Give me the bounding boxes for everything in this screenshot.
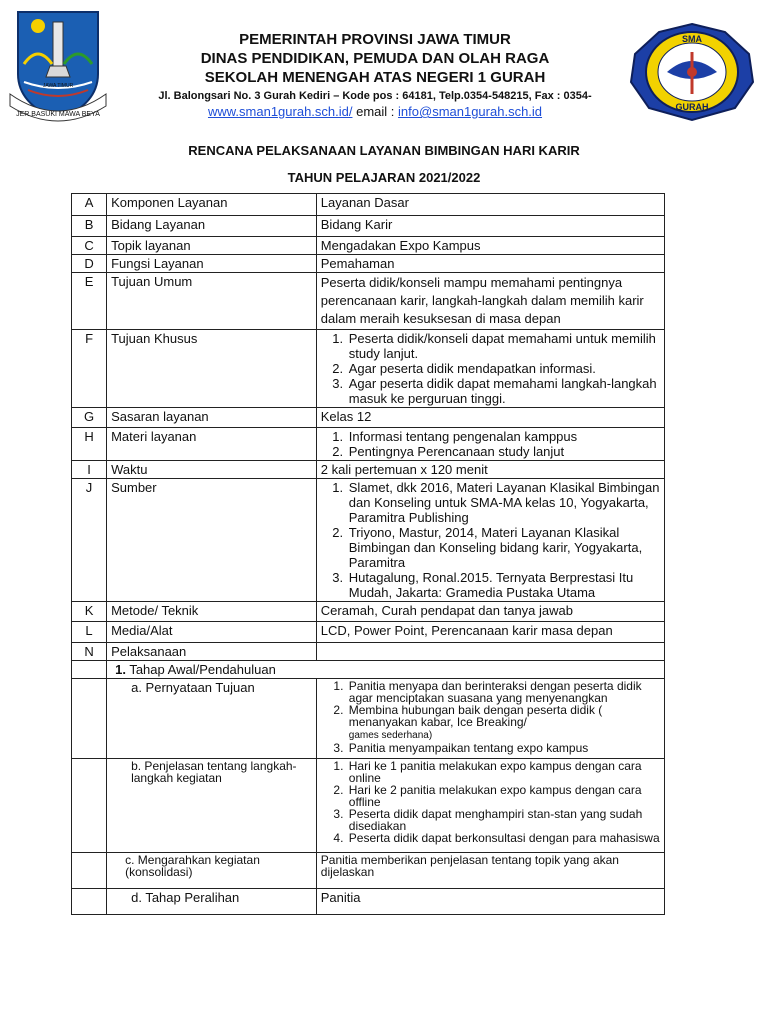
sumber-list — [321, 480, 660, 600]
row-value — [316, 428, 664, 461]
tujuan-khusus-list — [321, 331, 660, 406]
table-row — [72, 602, 665, 622]
table-row — [72, 622, 665, 643]
row-value: Mengadakan Expo Kampus — [316, 237, 664, 255]
row-code — [72, 759, 107, 853]
row-value — [316, 759, 664, 853]
row-label: Materi layanan — [107, 428, 317, 461]
email-label: email : — [356, 104, 395, 119]
row-label: Sumber — [107, 479, 317, 602]
header-address: Jl. Balongsari No. 3 Gurah Kediri – Kode pos : 64181, Telp.0354-548215, Fax : 0354- — [158, 90, 592, 102]
table-row — [72, 853, 665, 889]
row-label: Fungsi Layanan — [107, 255, 317, 273]
row-label: Sasaran layanan — [107, 408, 317, 428]
row-value: Panitia memberikan penjelasan tentang topik yang akan dijelaskan — [316, 853, 664, 889]
row-value: Pemahaman — [316, 255, 664, 273]
table-row — [72, 643, 665, 661]
row-label: Pelaksanaan — [107, 643, 317, 661]
east-java-emblem-logo — [8, 4, 108, 124]
table-row — [72, 461, 665, 479]
step-label: Tahap Awal/Pendahuluan — [129, 662, 276, 677]
row-code: I — [72, 461, 107, 479]
row-label: Topik layanan — [107, 237, 317, 255]
table-row — [72, 216, 665, 237]
row-value: Bidang Karir — [316, 216, 664, 237]
step-heading — [107, 661, 665, 679]
badge-bottom-text: GURAH — [675, 102, 709, 112]
row-value — [316, 643, 664, 661]
header-contact — [120, 104, 630, 119]
row-value — [316, 330, 664, 408]
row-code: H — [72, 428, 107, 461]
list-item: 3. Agar peserta didik dapat memahami langkah-langkah masuk ke perguruan tinggi. — [347, 376, 660, 406]
list-item-text: Membina hubungan baik dengan peserta didik ( menanyakan kabar, Ice Breaking/ — [348, 703, 603, 729]
list-item-note: games sederhana) — [348, 730, 433, 741]
table-row — [72, 889, 665, 915]
list-item: 4. Peserta didik dapat berkonsultasi dengan para mahasiswa — [347, 832, 660, 844]
materi-list — [321, 429, 660, 459]
langkah-kegiatan-list — [321, 760, 660, 844]
list-item: 1. Panitia menyapa dan berinteraksi dengan peserta didik agar menciptakan suasana yang menyenangkan — [347, 680, 660, 704]
list-item — [347, 704, 660, 742]
table-row — [72, 194, 665, 216]
letterhead — [0, 0, 768, 130]
list-item: 2. Hari ke 2 panitia melakukan expo kampus dengan cara offline — [347, 784, 660, 808]
row-label: d. Tahap Peralihan — [107, 889, 317, 915]
table-row — [72, 661, 665, 679]
row-code — [72, 661, 107, 679]
row-label: Tujuan Umum — [107, 273, 317, 330]
row-code: J — [72, 479, 107, 602]
row-code: F — [72, 330, 107, 408]
pernyataan-tujuan-list — [321, 680, 660, 754]
row-label: a. Pernyataan Tujuan — [107, 679, 317, 759]
document-subtitle: TAHUN PELAJARAN 2021/2022 — [287, 170, 481, 185]
row-code: G — [72, 408, 107, 428]
list-item: 2. Triyono, Mastur, 2014, Materi Layanan Klasikal Bimbingan dan Konseling bidang karir, Yogyakarta, Paramitra — [347, 525, 660, 570]
table-row — [72, 479, 665, 602]
row-code — [72, 679, 107, 759]
plan-table — [71, 193, 665, 915]
row-value: Layanan Dasar — [316, 194, 664, 216]
document-title: RENCANA PELAKSANAAN LAYANAN BIMBINGAN HARI KARIR — [188, 143, 580, 158]
email-link[interactable]: info@sman1gurah.sch.id — [398, 104, 543, 119]
website-link[interactable]: www.sman1gurah.sch.id/ — [207, 104, 353, 119]
row-code: C — [72, 237, 107, 255]
badge-top-text: SMA — [682, 34, 702, 44]
list-item: 1. Informasi tentang pengenalan kamppus — [347, 429, 660, 444]
list-item: 3. Hutagalung, Ronal.2015. Ternyata Berprestasi Itu Mudah, Jakarta: Gramedia Pustaka Utama — [347, 570, 660, 600]
table-row — [72, 759, 665, 853]
list-item: 2. Pentingnya Perencanaan study lanjut — [347, 444, 660, 459]
row-code — [72, 853, 107, 889]
row-value: Peserta didik/konseli mampu memahami pentingnya perencanaan karir, langkah-langkah dalam memilih karir dalam meraih kesuksesan di masa depan — [316, 273, 664, 330]
row-code: D — [72, 255, 107, 273]
list-item: 1. Peserta didik/konseli dapat memahami untuk memilih study lanjut. — [347, 331, 660, 361]
row-label: Metode/ Teknik — [107, 602, 317, 622]
row-value — [316, 479, 664, 602]
row-label: Komponen Layanan — [107, 194, 317, 216]
row-label: Bidang Layanan — [107, 216, 317, 237]
row-code: E — [72, 273, 107, 330]
row-code: A — [72, 194, 107, 216]
header-line3: SEKOLAH MENENGAH ATAS NEGERI 1 GURAH — [204, 69, 546, 86]
row-label: Tujuan Khusus — [107, 330, 317, 408]
header-line1: PEMERINTAH PROVINSI JAWA TIMUR — [239, 31, 511, 48]
row-value: LCD, Power Point, Perencanaan karir masa depan — [316, 622, 664, 643]
row-label: Media/Alat — [107, 622, 317, 643]
row-code: K — [72, 602, 107, 622]
row-label: b. Penjelasan tentang langkah-langkah kegiatan — [107, 759, 317, 853]
table-row — [72, 330, 665, 408]
list-item: 3. Panitia menyampaikan tentang expo kampus — [347, 742, 660, 754]
step-number: 1. — [115, 662, 126, 677]
table-row — [72, 679, 665, 759]
row-label: Waktu — [107, 461, 317, 479]
row-value: Kelas 12 — [316, 408, 664, 428]
table-row — [72, 273, 665, 330]
table-row — [72, 408, 665, 428]
logo-motto-text: JER BASUKI MAWA BEYA — [16, 111, 100, 118]
table-row — [72, 428, 665, 461]
list-item: 3. Peserta didik dapat menghampiri stan-stan yang sudah disediakan — [347, 808, 660, 832]
school-badge-logo — [627, 20, 757, 124]
letterhead-text — [120, 30, 630, 119]
row-value: Ceramah, Curah pendapat dan tanya jawab — [316, 602, 664, 622]
row-code — [72, 889, 107, 915]
table-row — [72, 255, 665, 273]
row-code: L — [72, 622, 107, 643]
logo-caption-text: JAWA TIMUR — [42, 83, 74, 89]
table-row — [72, 237, 665, 255]
row-value: Panitia — [316, 889, 664, 915]
list-item: 1. Hari ke 1 panitia melakukan expo kampus dengan cara online — [347, 760, 660, 784]
item-prefix: c. — [125, 853, 135, 867]
row-code: B — [72, 216, 107, 237]
row-code: N — [72, 643, 107, 661]
header-line2: DINAS PENDIDIKAN, PEMUDA DAN OLAH RAGA — [200, 50, 550, 67]
row-label — [107, 853, 317, 889]
row-value: 2 kali pertemuan x 120 menit — [316, 461, 664, 479]
list-item: 1. Slamet, dkk 2016, Materi Layanan Klasikal Bimbingan dan Konseling untuk SMA-MA kelas 10, Yogyakarta, Paramitra Publishing — [347, 480, 660, 525]
row-value — [316, 679, 664, 759]
item-label: Mengarahkan kegiatan (konsolidasi) — [125, 853, 260, 879]
list-item: 2. Agar peserta didik mendapatkan informasi. — [347, 361, 660, 376]
